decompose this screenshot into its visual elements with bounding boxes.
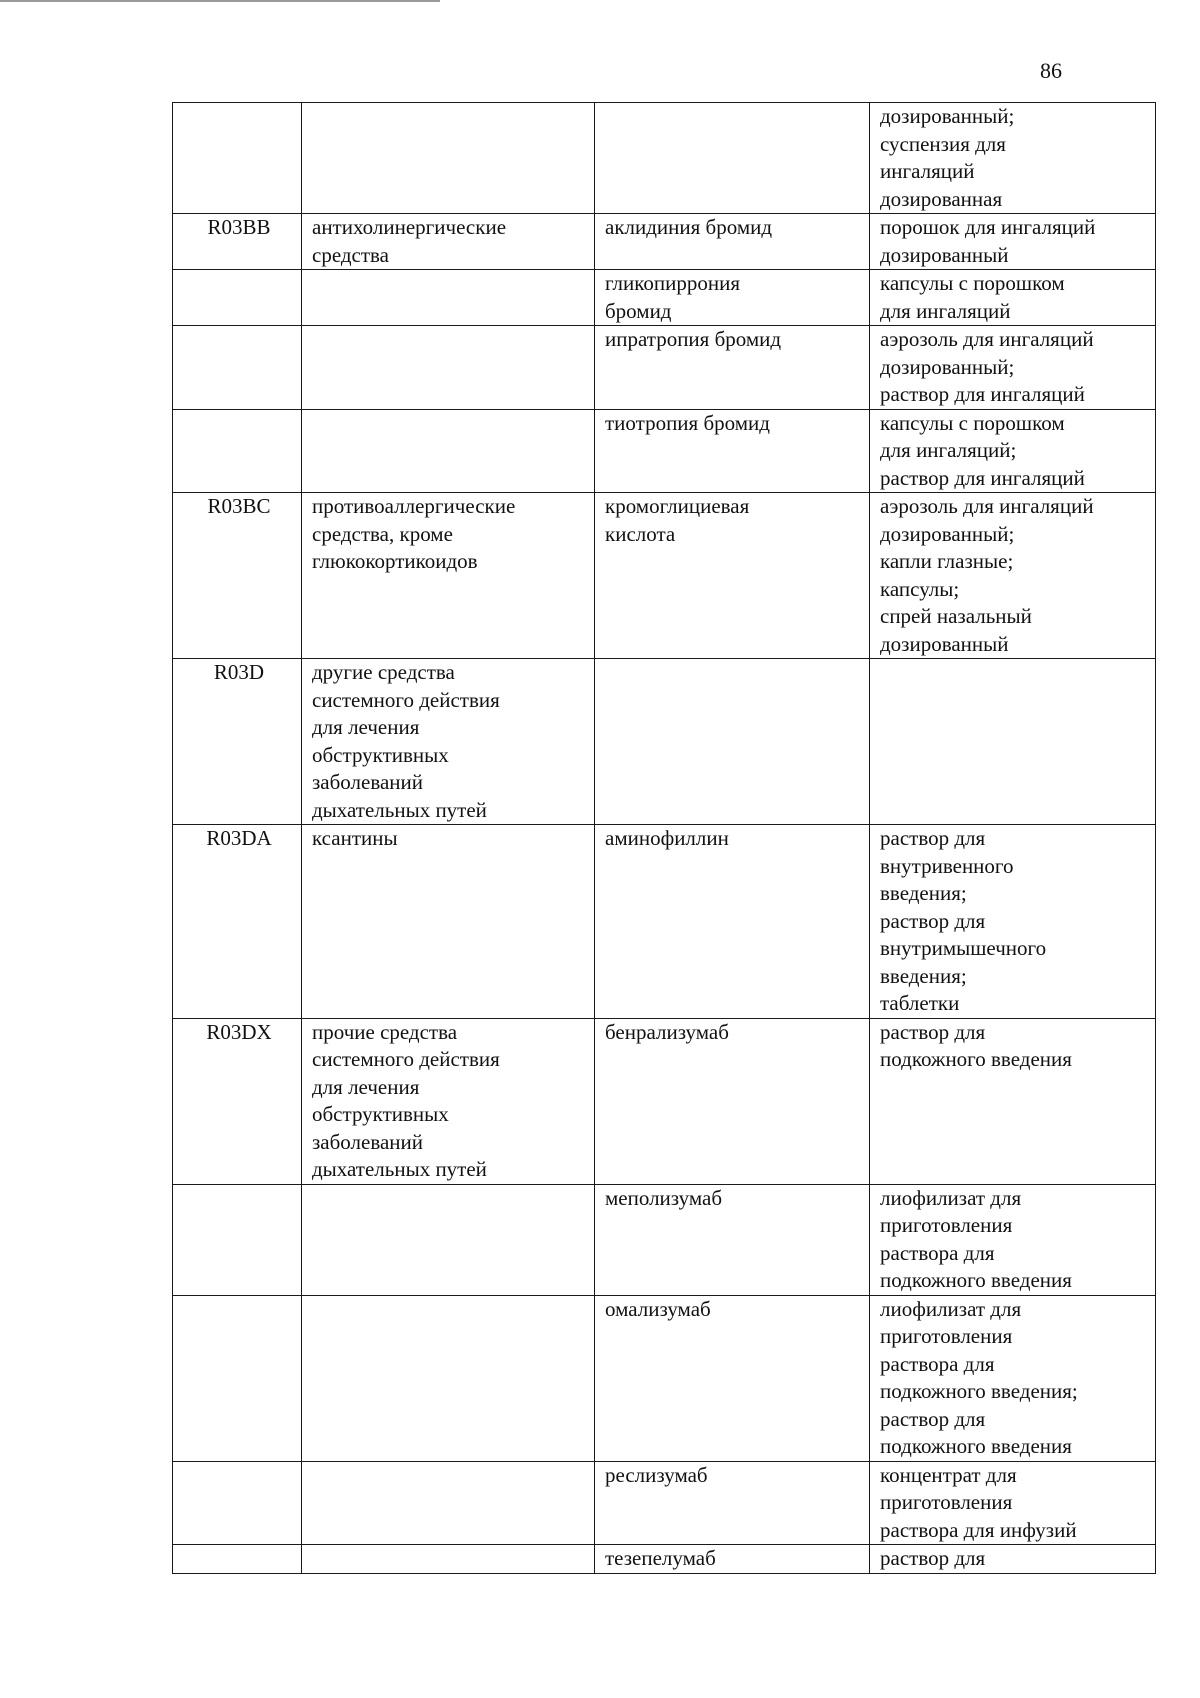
dosage-form-cell <box>870 103 1156 214</box>
dosage-form-line: дозированная <box>880 186 1003 211</box>
dosage-form-line: раствора для инфузий <box>880 1517 1077 1542</box>
group-line: средства <box>312 242 390 267</box>
drug-name-cell <box>595 659 870 825</box>
drug-name-cell <box>595 1018 870 1184</box>
drug-name-cell <box>595 825 870 1019</box>
dosage-form-line: раствор для <box>880 1546 986 1570</box>
atc-code: R03BB <box>207 215 271 239</box>
dosage-form-line: раствор для <box>880 908 986 933</box>
dosage-form-line: приготовления <box>880 1490 1013 1514</box>
group-cell <box>302 659 595 825</box>
drug-name-cell <box>595 1295 870 1461</box>
dosage-form-cell <box>870 1461 1156 1545</box>
group-cell <box>302 825 595 1019</box>
group-line: заболеваний <box>312 1129 423 1154</box>
atc-code-cell <box>173 214 302 270</box>
atc-code-cell <box>173 493 302 659</box>
group-cell <box>302 1184 595 1295</box>
group-cell <box>302 493 595 659</box>
dosage-form-line: подкожного введения <box>880 1047 1072 1071</box>
dosage-form-cell <box>870 326 1156 410</box>
group-cell <box>302 1461 595 1545</box>
table-row <box>173 659 1156 825</box>
drug-name-line: реслизумаб <box>605 1462 708 1487</box>
dosage-form-line: подкожного введения <box>880 1268 1072 1292</box>
group-cell <box>302 1545 595 1574</box>
drug-name-line: омализумаб <box>605 1296 711 1321</box>
group-line: средства, кроме <box>312 521 453 546</box>
dosage-form-line: лиофилизат для <box>880 1296 1022 1321</box>
dosage-form-line: внутримышечного <box>880 936 1047 960</box>
atc-code-cell <box>173 1461 302 1545</box>
group-line: для лечения <box>312 715 420 739</box>
dosage-form-line: подкожного введения <box>880 1434 1072 1458</box>
drug-name-cell <box>595 409 870 493</box>
drug-name-cell <box>595 493 870 659</box>
group-line: противоаллергические <box>312 494 516 518</box>
table-row <box>173 103 1156 214</box>
group-cell <box>302 326 595 410</box>
dosage-form-cell <box>870 409 1156 493</box>
atc-code-cell <box>173 1018 302 1184</box>
drug-name-cell <box>595 1461 870 1545</box>
atc-code-cell <box>173 659 302 825</box>
drug-name-line: кислота <box>605 521 676 546</box>
group-line: глюкокортикоидов <box>312 549 478 573</box>
group-line: обструктивных <box>312 1102 449 1126</box>
drug-name-cell <box>595 214 870 270</box>
dosage-form-line: введения; <box>880 963 967 988</box>
group-line: системного действия <box>312 687 500 712</box>
dosage-form-cell <box>870 1545 1156 1574</box>
dosage-form-line: концентрат для <box>880 1462 1017 1487</box>
dosage-form-line: раствор для <box>880 1406 986 1431</box>
group-line: ксантины <box>312 826 398 850</box>
drug-name-line: ипратропия бромид <box>605 327 782 351</box>
dosage-form-line: раствор для <box>880 826 986 850</box>
dosage-form-line: подкожного введения; <box>880 1379 1078 1403</box>
group-line: дыхательных путей <box>312 1157 487 1181</box>
drug-name-cell <box>595 1545 870 1574</box>
table-row <box>173 1184 1156 1295</box>
dosage-form-line: ингаляций <box>880 159 975 183</box>
table-row <box>173 326 1156 410</box>
dosage-form-cell <box>870 493 1156 659</box>
drug-name-cell <box>595 1184 870 1295</box>
dosage-form-line: капсулы с порошком <box>880 410 1065 435</box>
page-number: 86 <box>1040 58 1062 83</box>
dosage-form-cell <box>870 1295 1156 1461</box>
group-cell <box>302 409 595 493</box>
drug-name-cell <box>595 270 870 326</box>
atc-code-cell <box>173 1295 302 1461</box>
atc-code-cell <box>173 1545 302 1574</box>
group-line: прочие средства <box>312 1019 458 1044</box>
group-cell <box>302 214 595 270</box>
dosage-form-line: капсулы; <box>880 576 960 601</box>
dosage-form-line: аэрозоль для ингаляций <box>880 327 1094 351</box>
atc-code: R03D <box>213 660 265 684</box>
table-row <box>173 409 1156 493</box>
dosage-form-line: для ингаляций <box>880 298 1011 323</box>
dosage-form-line: раствор для <box>880 1019 986 1044</box>
table-row <box>173 1018 1156 1184</box>
drug-name-cell <box>595 326 870 410</box>
dosage-form-line: внутривенного <box>880 853 1014 878</box>
group-line: другие средства <box>312 660 455 684</box>
drug-name-line: гликопиррония <box>605 271 741 295</box>
atc-code-cell <box>173 825 302 1019</box>
table-row <box>173 270 1156 326</box>
group-cell <box>302 103 595 214</box>
dosage-form-line: приготовления <box>880 1213 1013 1237</box>
table-row <box>173 825 1156 1019</box>
dosage-form-line: суспензия для <box>880 131 1006 156</box>
group-cell <box>302 270 595 326</box>
dosage-form-line: капли глазные; <box>880 549 1014 573</box>
dosage-form-line: дозированный; <box>880 104 1015 128</box>
table-row <box>173 214 1156 270</box>
dosage-form-line: раствор для ингаляций <box>880 465 1085 490</box>
drug-name-line: бенрализумаб <box>605 1019 729 1044</box>
dosage-form-line: спрей назальный <box>880 604 1032 628</box>
atc-code-cell <box>173 103 302 214</box>
dosage-form-line: аэрозоль для ингаляций <box>880 494 1094 518</box>
drug-name-line: тезепелумаб <box>605 1546 716 1570</box>
dosage-form-cell <box>870 1018 1156 1184</box>
atc-code-cell <box>173 1184 302 1295</box>
atc-code-cell <box>173 409 302 493</box>
dosage-form-line: дозированный <box>880 631 1009 656</box>
atc-code: R03DX <box>206 1019 272 1044</box>
group-line: системного действия <box>312 1047 500 1071</box>
table-row <box>173 1545 1156 1574</box>
dosage-form-line: дозированный; <box>880 521 1015 546</box>
dosage-form-line: раствор для ингаляций <box>880 382 1085 406</box>
dosage-form-line: таблетки <box>880 991 960 1015</box>
dosage-form-line: раствора для <box>880 1351 995 1376</box>
group-cell <box>302 1295 595 1461</box>
dosage-form-line: дозированный; <box>880 354 1015 379</box>
group-line: заболеваний <box>312 770 423 794</box>
group-line: для лечения <box>312 1074 420 1099</box>
dosage-form-line: введения; <box>880 881 967 905</box>
drug-table <box>172 102 1156 1574</box>
table-body <box>173 103 1156 1574</box>
drug-name-line: тиотропия бромид <box>605 410 770 435</box>
atc-code-cell <box>173 270 302 326</box>
drug-name-line: бромид <box>605 298 672 323</box>
dosage-form-line: для ингаляций; <box>880 438 1017 462</box>
dosage-form-line: порошок для ингаляций <box>880 215 1096 239</box>
table-row <box>173 493 1156 659</box>
table-row <box>173 1295 1156 1461</box>
dosage-form-cell <box>870 270 1156 326</box>
dosage-form-cell <box>870 214 1156 270</box>
drug-name-line: аминофиллин <box>605 826 729 850</box>
drug-name-cell <box>595 103 870 214</box>
dosage-form-line: капсулы с порошком <box>880 271 1065 295</box>
table-row <box>173 1461 1156 1545</box>
dosage-form-line: лиофилизат для <box>880 1185 1022 1210</box>
drug-name-line: аклидиния бромид <box>605 215 773 239</box>
dosage-form-cell <box>870 659 1156 825</box>
group-line: обструктивных <box>312 742 449 767</box>
scan-edge-line <box>0 0 440 2</box>
dosage-form-cell <box>870 1184 1156 1295</box>
dosage-form-line: приготовления <box>880 1324 1013 1348</box>
atc-code: R03BC <box>207 494 271 518</box>
group-cell <box>302 1018 595 1184</box>
dosage-form-line: дозированный <box>880 242 1009 267</box>
group-line: антихолинергические <box>312 215 507 239</box>
dosage-form-line: раствора для <box>880 1240 995 1265</box>
drug-name-line: кромоглициевая <box>605 494 750 518</box>
group-line: дыхательных путей <box>312 797 487 822</box>
drug-name-line: меполизумаб <box>605 1185 723 1210</box>
dosage-form-cell <box>870 825 1156 1019</box>
atc-code: R03DA <box>206 826 272 850</box>
atc-code-cell <box>173 326 302 410</box>
